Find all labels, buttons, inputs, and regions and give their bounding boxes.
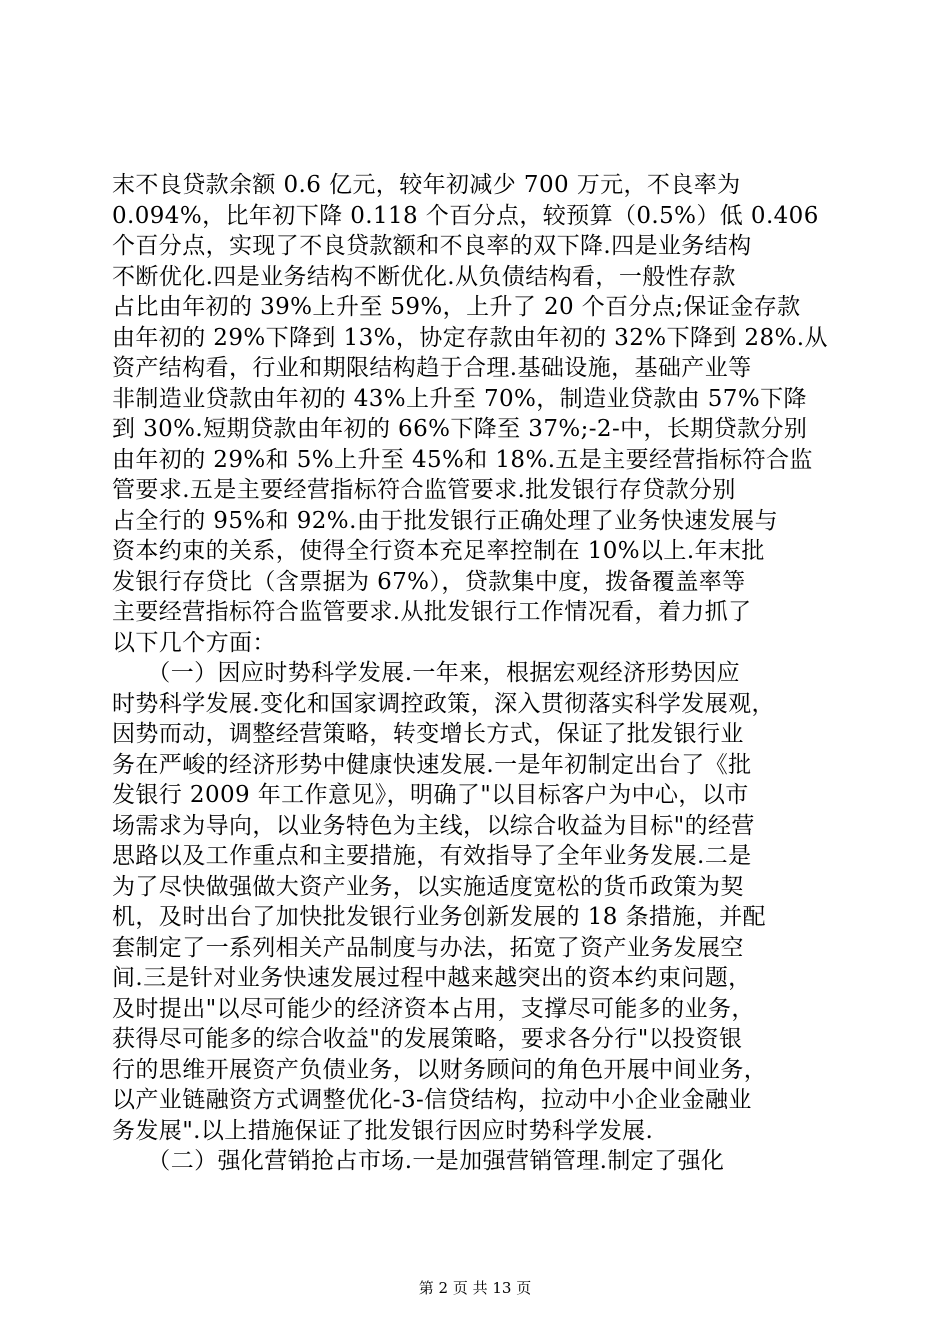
text-line: 不断优化.四是业务结构不断优化.从负债结构看，一般性存款 — [112, 263, 736, 290]
page-footer: 第 2 页 共 13 页 — [418, 1279, 532, 1297]
text-line: 行的思维开展资产负债业务，以财务顾问的角色开展中间业务， — [112, 1056, 768, 1083]
body-text — [112, 170, 842, 1177]
text-line: 间.三是针对业务快速发展过程中越来越突出的资本约束问题， — [112, 965, 752, 991]
text-line: 占全行的 95%和 92%.由于批发银行正确处理了业务快速发展与 — [112, 507, 778, 534]
text-line: 因势而动，调整经营策略，转变增长方式，保证了批发银行业 — [112, 721, 744, 747]
text-line: 资产结构看，行业和期限结构趋于合理.基础设施，基础产业等 — [112, 355, 752, 381]
text-line: 场需求为导向，以业务特色为主线，以综合收益为目标"的经营 — [112, 812, 755, 839]
text-line: 发银行 2009 年工作意见》，明确了"以目标客户为中心，以市 — [112, 782, 749, 808]
text-line: 0.094%，比年初下降 0.118 个百分点，较预算（0.5%）低 0.406 — [112, 202, 819, 229]
text-line: 时势科学发展.变化和国家调控政策，深入贯彻落实科学发展观， — [112, 690, 775, 717]
text-line: 务发展".以上措施保证了批发银行因应时势科学发展. — [112, 1117, 654, 1144]
text-line: 管要求.五是主要经营指标符合监管要求.批发银行存贷款分别 — [112, 477, 736, 503]
text-line: 以产业链融资方式调整优化-3-信贷结构，拉动中小企业金融业 — [112, 1087, 752, 1113]
text-line: 为了尽快做强做大资产业务，以实施适度宽松的货币政策为契 — [112, 873, 744, 900]
text-line: 末不良贷款余额 0.6 亿元，较年初减少 700 万元，不良率为 — [112, 172, 741, 198]
text-line: 由年初的 29%和 5%上升至 45%和 18%.五是主要经营指标符合监 — [112, 446, 813, 473]
text-line: （二）强化营销抢占市场.一是加强营销管理.制定了强化 — [112, 1148, 725, 1174]
text-line: 非制造业贷款由年初的 43%上升至 70%，制造业贷款由 57%下降 — [112, 385, 807, 412]
text-line: 资本约束的关系，使得全行资本充足率控制在 10%以上.年末批 — [112, 538, 765, 564]
text-line: 占比由年初的 39%上升至 59%，上升了 20 个百分点;保证金存款 — [112, 294, 801, 320]
text-line: 套制定了一系列相关产品制度与办法，拓宽了资产业务发展空 — [112, 934, 744, 961]
text-line: 获得尽可能多的综合收益"的发展策略，要求各分行"以投资银 — [112, 1026, 743, 1052]
text-line: 个百分点，实现了不良贷款额和不良率的双下降.四是业务结构 — [112, 233, 752, 259]
text-line: 务在严峻的经济形势中健康快速发展.一是年初制定出台了《批 — [112, 751, 752, 778]
text-line: 思路以及工作重点和主要措施，有效指导了全年业务发展.二是 — [112, 843, 752, 869]
text-line: 及时提出"以尽可能少的经济资本占用，支撑尽可能多的业务， — [112, 995, 755, 1022]
text-line: 到 30%.短期贷款由年初的 66%下降至 37%;-2-中，长期贷款分别 — [112, 416, 808, 442]
text-line: 主要经营指标符合监管要求.从批发银行工作情况看，着力抓了 — [112, 599, 752, 625]
text-line: 以下几个方面： — [112, 629, 276, 656]
text-line: 由年初的 29%下降到 13%，协定存款由年初的 32%下降到 28%.从 — [112, 324, 828, 351]
text-line: 发银行存贷比（含票据为 67%），贷款集中度，拨备覆盖率等 — [112, 568, 746, 595]
text-line: 机，及时出台了加快批发银行业务创新发展的 18 条措施，并配 — [112, 904, 766, 930]
text-line: （一）因应时势科学发展.一年来，根据宏观经济形势因应 — [112, 660, 741, 686]
